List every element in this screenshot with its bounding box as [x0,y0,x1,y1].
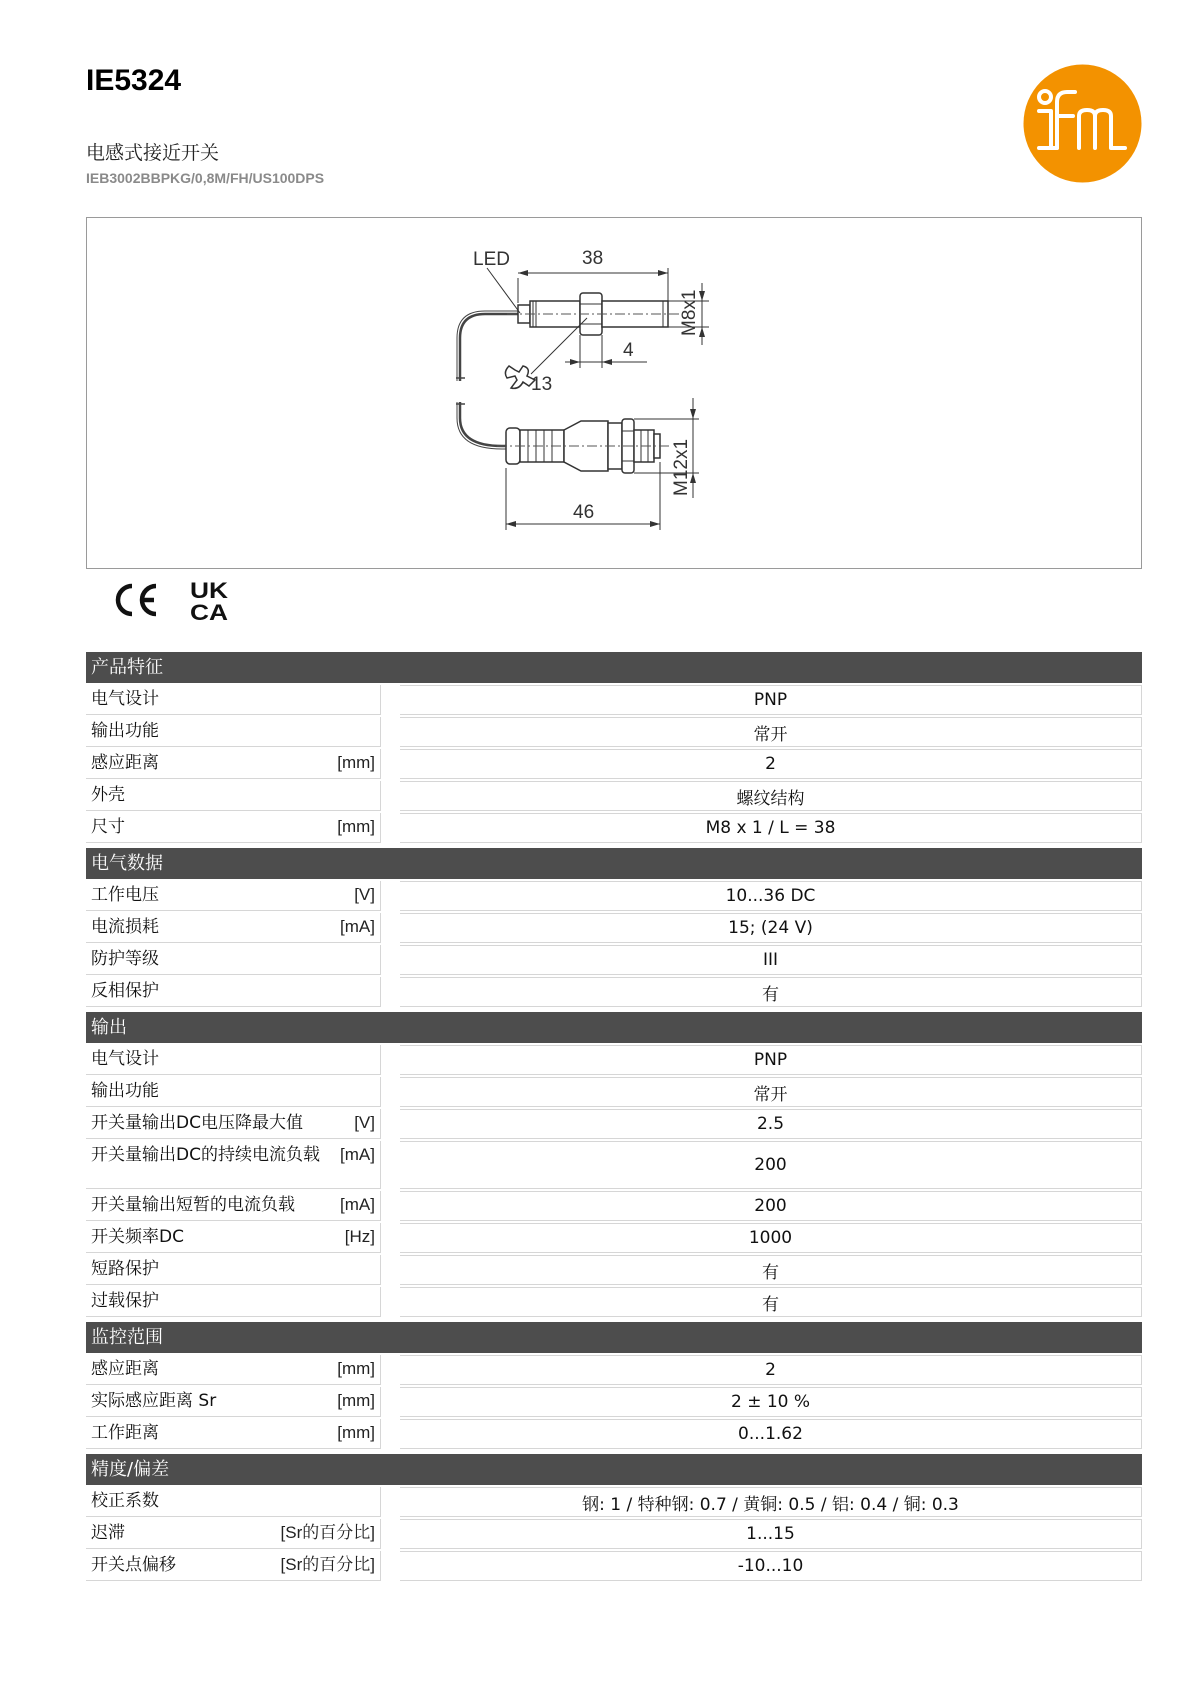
product-subtitle: 电感式接近开关 [86,142,220,164]
row-unit: [V] [354,885,375,904]
row-label: 输出功能 [91,721,159,741]
row-label: 输出功能 [91,1081,159,1101]
table-row [86,1551,1142,1581]
row-unit: [mm] [337,1359,375,1378]
table-row [86,1045,1142,1075]
table-row [86,1223,1142,1253]
row-label: 防护等级 [91,949,159,969]
dim-thread-top: M8x1 [679,289,700,336]
row-label: 开关频率DC [91,1227,184,1247]
row-label: 工作电压 [91,885,159,905]
row-unit: [Sr的百分比] [280,1523,375,1542]
row-unit: [mA] [340,1145,375,1164]
product-code: IEB3002BBPKG/0,8M/FH/US100DPS [86,170,325,186]
row-value: III [400,945,1142,975]
row-unit: [mm] [337,1391,375,1410]
dim-length: 38 [582,248,604,269]
row-value: PNP [400,685,1142,715]
row-label: 感应距离 [91,753,159,773]
row-value: 有 [400,1255,1142,1285]
table-row [86,1387,1142,1417]
row-label: 电气设计 [91,689,159,709]
row-value: 螺纹结构 [400,781,1142,811]
row-label: 开关量输出DC电压降最大值 [91,1113,303,1133]
row-value: 常开 [400,717,1142,747]
table-row [86,1487,1142,1517]
row-label: 电气设计 [91,1049,159,1069]
row-value: 1...15 [400,1519,1142,1549]
table-row [86,1355,1142,1385]
row-label: 电流损耗 [91,917,159,937]
table-row [86,977,1142,1007]
row-value: 0...1.62 [400,1419,1142,1449]
section-header-accuracy: 精度/偏差 [86,1454,1142,1485]
table-row [86,1109,1142,1139]
section-header-outputs: 输出 [86,1012,1142,1043]
row-label: 开关量输出短暂的电流负载 [91,1195,295,1215]
row-label: 反相保护 [91,981,159,1001]
table-row [86,1255,1142,1285]
row-value: 2 [400,749,1142,779]
row-unit: [Hz] [344,1227,375,1246]
ifm-logo [1023,64,1142,183]
table-row [86,749,1142,779]
row-label: 感应距离 [91,1359,159,1379]
row-value: -10...10 [400,1551,1142,1581]
row-label: 实际感应距离 Sr [91,1391,217,1411]
row-unit: [mA] [340,917,375,936]
row-label: 校正系数 [91,1491,159,1511]
table-row [86,1287,1142,1317]
table-row [86,913,1142,943]
ukca-top: UK [190,578,229,603]
section-header-monitoring: 监控范围 [86,1322,1142,1353]
row-label: 工作距离 [91,1423,159,1443]
row-value: 10...36 DC [400,881,1142,911]
row-label: 外壳 [91,785,125,805]
section-header-features: 产品特征 [86,652,1142,683]
row-unit: [V] [354,1113,375,1132]
row-unit: [mA] [340,1195,375,1214]
table-row [86,685,1142,715]
table-row [86,717,1142,747]
row-label: 短路保护 [91,1259,159,1279]
row-label: 过载保护 [91,1291,159,1311]
dim-connector-length: 46 [573,502,595,523]
table-row [86,1077,1142,1107]
row-value: 2 [400,1355,1142,1385]
row-value: 有 [400,977,1142,1007]
dim-wrench: 13 [531,374,553,395]
label-led: LED [473,249,510,270]
table-row [86,1141,1142,1189]
ukca-mark-icon [190,578,234,622]
row-label: 开关量输出DC的持续电流负载 [91,1145,320,1165]
section-header-electrical: 电气数据 [86,848,1142,879]
row-value: 钢: 1 / 特种钢: 0.7 / 黄铜: 0.5 / 铝: 0.4 / 铜: 0.3 [400,1487,1142,1517]
row-value: 200 [400,1141,1142,1189]
row-unit: [mm] [337,753,375,772]
row-label: 开关点偏移 [91,1555,176,1575]
dim-thread-connector: M12x1 [671,438,692,496]
row-value: 有 [400,1287,1142,1317]
row-unit: [mm] [337,1423,375,1442]
table-row [86,1191,1142,1221]
table-row [86,813,1142,843]
ukca-bottom: CA [190,600,229,622]
row-value: 1000 [400,1223,1142,1253]
dimension-drawing [86,217,1142,569]
row-value: 常开 [400,1077,1142,1107]
row-value: M8 x 1 / L = 38 [400,813,1142,843]
table-row [86,881,1142,911]
spec-table [86,652,1142,1581]
row-value: 200 [400,1191,1142,1221]
product-title: IE5324 [86,64,182,97]
row-label: 迟滞 [91,1523,125,1543]
table-row [86,945,1142,975]
row-value: 2.5 [400,1109,1142,1139]
table-row [86,1419,1142,1449]
row-value: PNP [400,1045,1142,1075]
dim-nut: 4 [623,340,634,361]
row-value: 2 ± 10 % [400,1387,1142,1417]
table-row [86,781,1142,811]
row-unit: [Sr的百分比] [280,1555,375,1574]
row-label: 尺寸 [91,817,125,837]
row-unit: [mm] [337,817,375,836]
ce-mark-icon [112,578,162,622]
table-row [86,1519,1142,1549]
row-value: 15; (24 V) [400,913,1142,943]
